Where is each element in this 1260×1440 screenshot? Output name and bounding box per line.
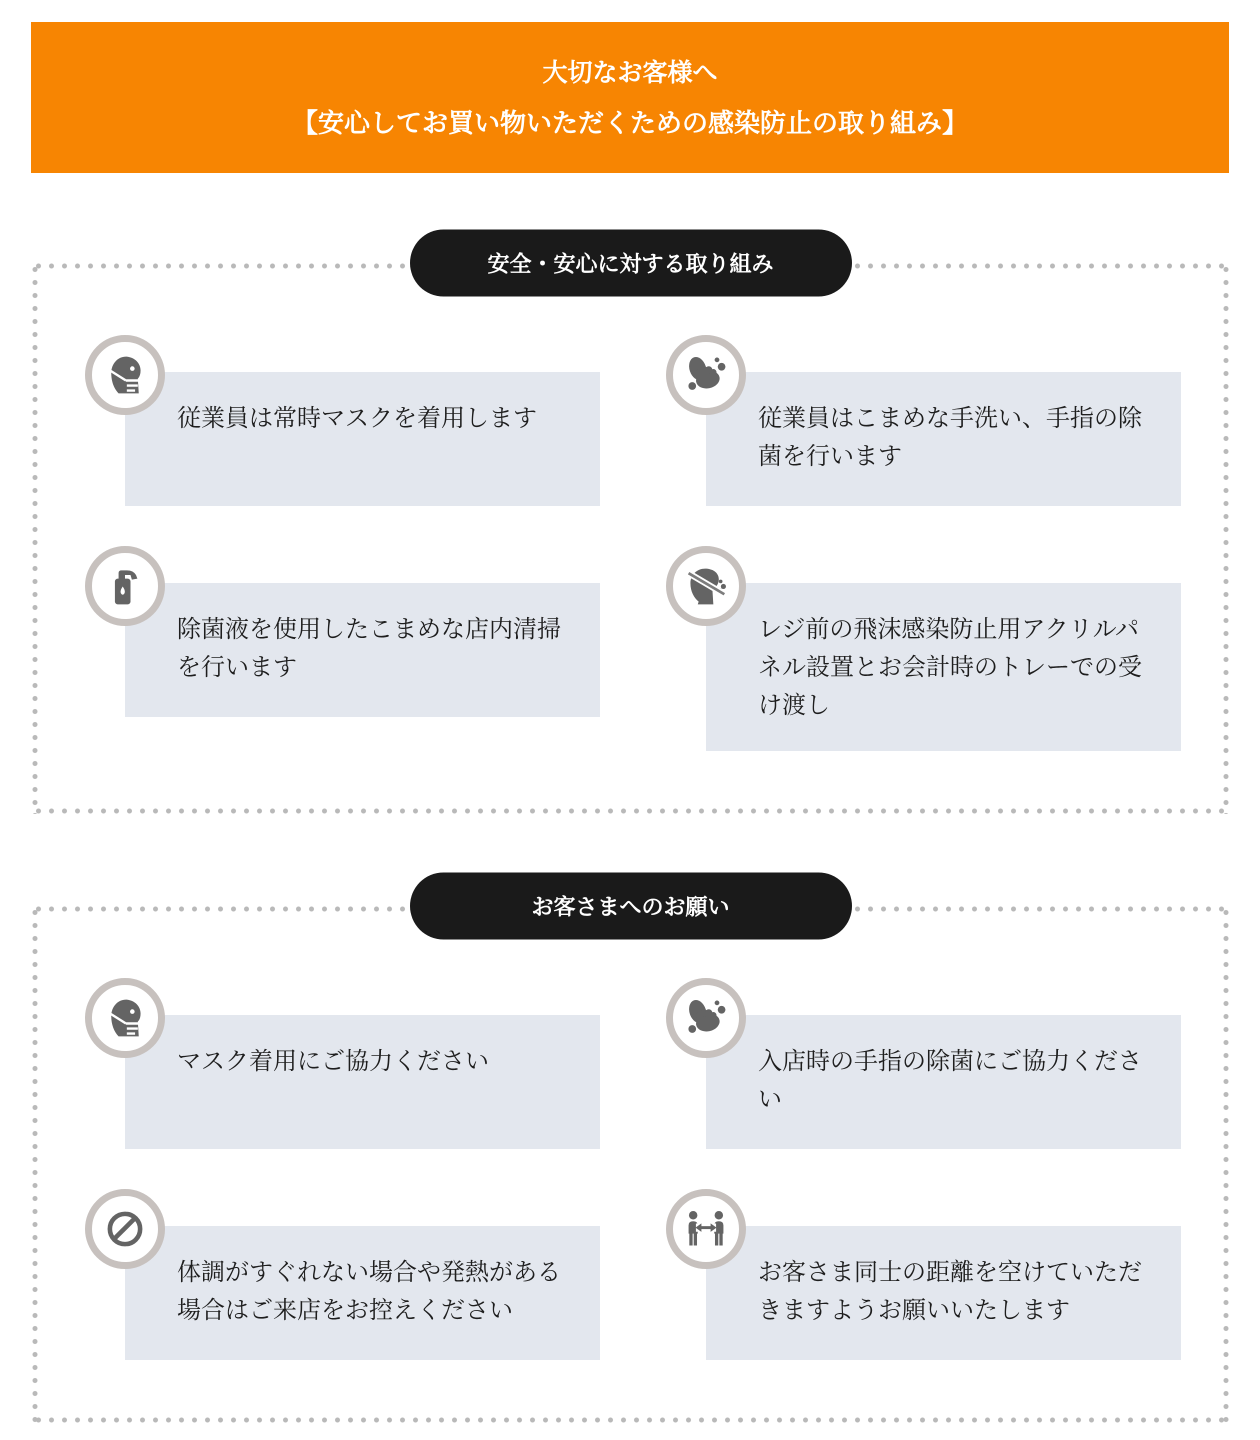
item-text: 従業員は常時マスクを着用します (125, 372, 600, 506)
section-customer-requests (32, 894, 1229, 1423)
list-item (666, 978, 1181, 1149)
mask-face-icon (85, 335, 165, 415)
social-distance-icon (666, 1189, 746, 1269)
item-text: 従業員はこまめな手洗い、手指の除菌を行います (706, 372, 1181, 506)
banner-title: 大切なお客様へ (542, 58, 718, 87)
list-item (85, 1189, 600, 1360)
item-text: マスク着用にご協力ください (125, 1015, 600, 1149)
section-title-pill: お客さまへのお願い (410, 873, 852, 940)
list-item (666, 1189, 1181, 1360)
item-text: 体調がすぐれない場合や発熱がある場合はご来店をお控えください (125, 1226, 600, 1360)
list-item (666, 335, 1181, 506)
item-text: 入店時の手指の除菌にご協力ください (706, 1015, 1181, 1149)
section-safety-measures (32, 251, 1229, 814)
header-banner (31, 22, 1229, 173)
list-item (85, 978, 600, 1149)
spray-bottle-icon (85, 546, 165, 626)
item-text: お客さま同士の距離を空けていただきますようお願いいたします (706, 1226, 1181, 1360)
list-item (666, 546, 1181, 751)
items-grid (32, 263, 1229, 814)
banner-subtitle: 【安心してお買い物いただくための感染防止の取り組み】 (291, 107, 968, 138)
cough-guard-icon (666, 546, 746, 626)
prohibition-icon (85, 1189, 165, 1269)
section-title-pill: 安全・安心に対する取り組み (410, 230, 852, 297)
mask-face-icon (85, 978, 165, 1058)
hand-wash-icon (666, 335, 746, 415)
list-item (85, 546, 600, 751)
items-grid (32, 906, 1229, 1423)
item-text: レジ前の飛沫感染防止用アクリルパネル設置とお会計時のトレーでの受け渡し (706, 583, 1181, 751)
hand-wash-icon (666, 978, 746, 1058)
item-text: 除菌液を使用したこまめな店内清掃を行います (125, 583, 600, 717)
list-item (85, 335, 600, 506)
